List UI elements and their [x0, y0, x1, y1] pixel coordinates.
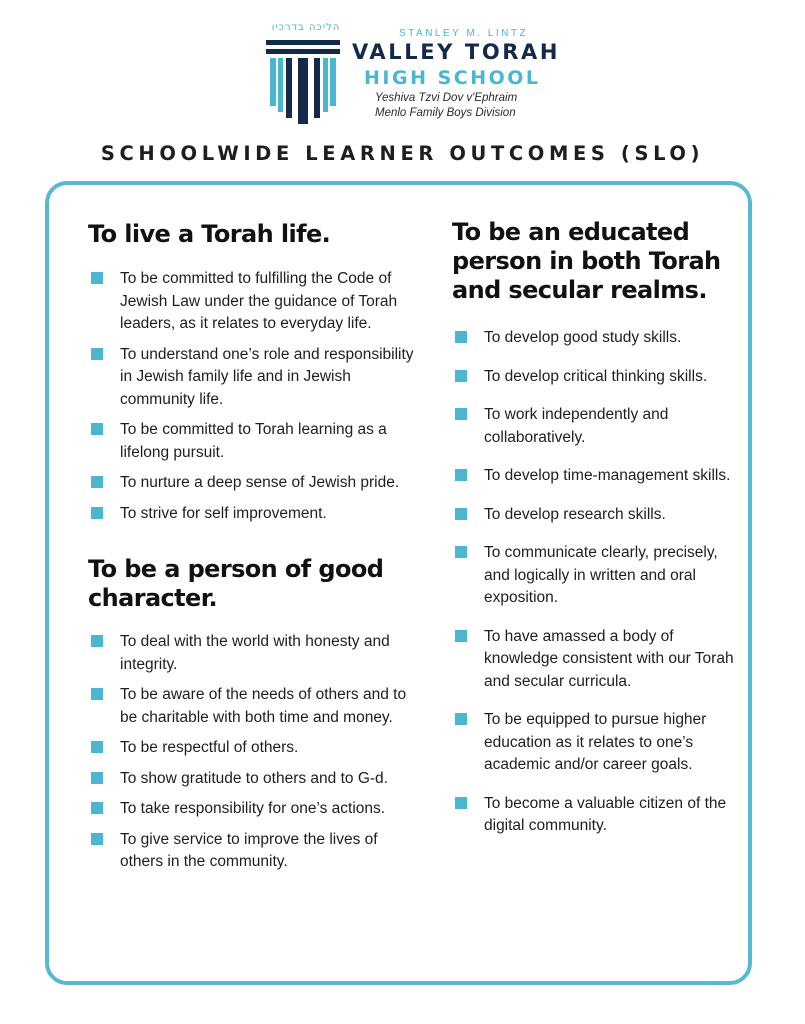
- bullet-square-icon: [91, 772, 103, 784]
- list-item: [452, 626, 742, 694]
- bullet-square-icon: [91, 688, 103, 700]
- list-item-text: To deal with the world with honesty and integrity.: [120, 633, 390, 673]
- list-item: [452, 366, 742, 389]
- list-item-text: To be equipped to pursue higher education as it relates to one’s academic and/or career goals.: [484, 711, 707, 773]
- list-item-text: To understand one’s role and responsibility in Jewish family life and in Jewish community life.: [120, 345, 414, 408]
- bullet-square-icon: [455, 331, 467, 343]
- school-name-line2: HIGH SCHOOL: [364, 67, 541, 89]
- section-heading: To live a Torah life.: [88, 220, 331, 248]
- list-item: [88, 503, 418, 526]
- donor-line: STANLEY M. LINTZ: [399, 28, 529, 39]
- bullet-square-icon: [455, 469, 467, 481]
- section-heading: To be an educated person in both Torah and secular realms.: [452, 218, 721, 304]
- bullet-square-icon: [91, 272, 103, 284]
- list-item-text: To be respectful of others.: [120, 739, 299, 756]
- list-item: [88, 798, 418, 821]
- school-name-line1: VALLEY TORAH: [352, 40, 561, 64]
- school-logo: [266, 22, 561, 122]
- right-column: [452, 218, 742, 854]
- bullet-square-icon: [91, 476, 103, 488]
- section-torah-life: [88, 220, 418, 525]
- list-item: [88, 829, 418, 874]
- list-item: [452, 327, 742, 350]
- section-good-character: [88, 555, 418, 874]
- bullet-square-icon: [455, 546, 467, 558]
- list-item: [452, 465, 742, 488]
- list-item: [88, 419, 418, 464]
- bullet-square-icon: [91, 423, 103, 435]
- torah-t-logo-icon: [266, 32, 340, 124]
- list-item-text: To have amassed a body of knowledge consistent with our Torah and secular curricula.: [484, 627, 734, 690]
- left-column: [88, 220, 418, 882]
- page-title: SCHOOLWIDE LEARNER OUTCOMES (SLO): [100, 142, 705, 165]
- list-item: [88, 268, 418, 336]
- list-item-text: To strive for self improvement.: [120, 504, 327, 522]
- outcome-list: [88, 268, 418, 525]
- list-item: [88, 472, 418, 495]
- section-heading: To be a person of good character.: [88, 555, 384, 612]
- list-item-text: To be aware of the needs of others and to be charitable with both time and money.: [120, 686, 407, 726]
- bullet-square-icon: [91, 635, 103, 647]
- list-item-text: To be committed to fulfilling the Code of Jewish Law under the guidance of Torah leaders, as it relates to everyday life.: [120, 270, 398, 332]
- hebrew-tagline: הליכה בדרכיו: [271, 22, 341, 33]
- list-item-text: To nurture a deep sense of Jewish pride.: [120, 474, 400, 491]
- bullet-square-icon: [455, 797, 467, 809]
- list-item-text: To develop critical thinking skills.: [484, 367, 708, 385]
- list-item-text: To become a valuable citizen of the digital community.: [484, 794, 727, 834]
- outcome-list: [452, 327, 742, 838]
- list-item: [88, 631, 418, 676]
- list-item-text: To be committed to Torah learning as a lifelong pursuit.: [120, 421, 387, 461]
- division-line: Menlo Family Boys Division: [375, 107, 516, 119]
- bullet-square-icon: [455, 408, 467, 420]
- list-item-text: To develop good study skills.: [484, 329, 682, 346]
- bullet-square-icon: [91, 741, 103, 753]
- bullet-square-icon: [91, 507, 103, 519]
- bullet-square-icon: [91, 802, 103, 814]
- outcome-list: [88, 631, 418, 874]
- list-item: [452, 793, 742, 838]
- list-item: [452, 542, 742, 610]
- list-item-text: To develop time-management skills.: [484, 467, 731, 484]
- bullet-square-icon: [455, 370, 467, 382]
- bullet-square-icon: [455, 630, 467, 642]
- list-item: [88, 684, 418, 729]
- list-item-text: To communicate clearly, precisely, and logically in written and oral exposition.: [484, 544, 718, 606]
- bullet-square-icon: [455, 713, 467, 725]
- bullet-square-icon: [455, 508, 467, 520]
- yeshiva-line: Yeshiva Tzvi Dov v'Ephraim: [375, 92, 518, 104]
- list-item-text: To show gratitude to others and to G-d.: [120, 769, 388, 787]
- list-item: [452, 709, 742, 777]
- list-item: [88, 768, 418, 791]
- list-item-text: To work independently and collaboratively.: [484, 406, 669, 446]
- bullet-square-icon: [91, 348, 103, 360]
- list-item: [452, 404, 742, 449]
- list-item-text: To give service to improve the lives of others in the community.: [120, 830, 378, 870]
- list-item-text: To take responsibility for one’s actions.: [120, 800, 386, 817]
- bullet-square-icon: [91, 833, 103, 845]
- list-item: [88, 344, 418, 412]
- list-item: [452, 504, 742, 527]
- list-item-text: To develop research skills.: [484, 505, 666, 523]
- list-item: [88, 737, 418, 760]
